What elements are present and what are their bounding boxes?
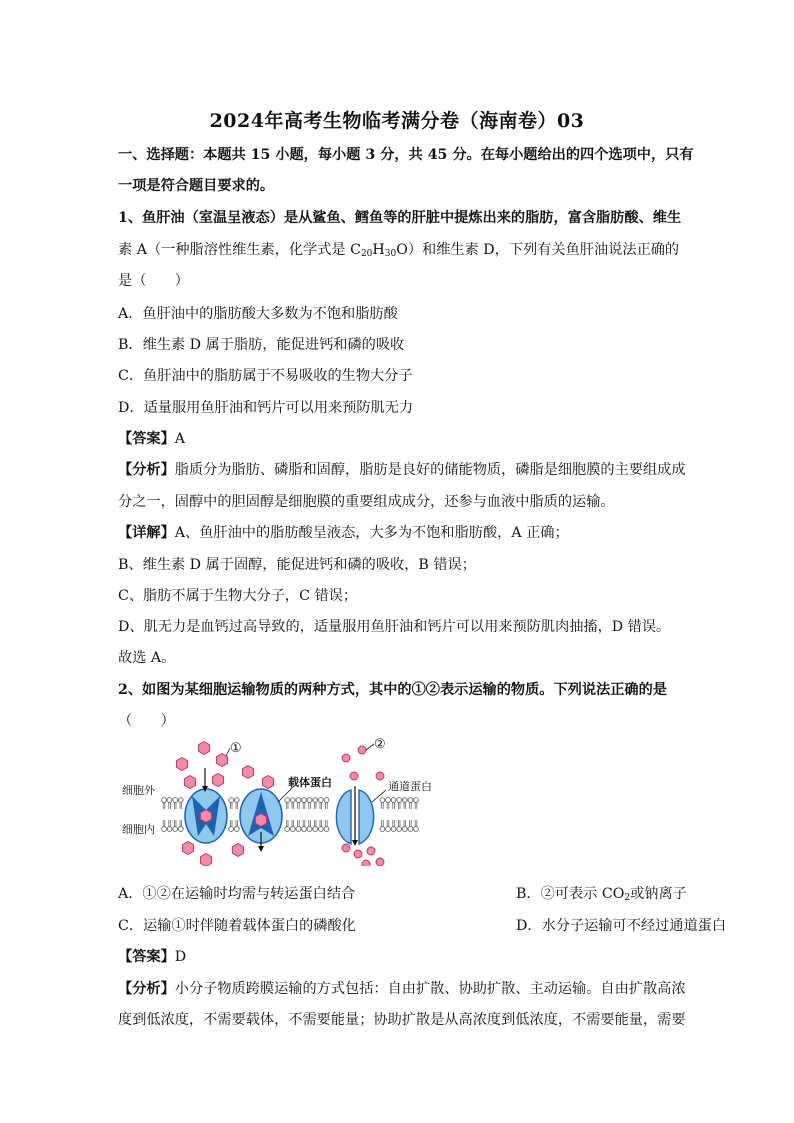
- q2-option-d: D．水分子运输可不经过通道蛋白: [516, 918, 727, 934]
- q1-analysis-line1: 【分析】脂质分为脂肪、磷脂和固醇，脂肪是良好的储能物质，磷脂是细胞膜的主要组成成: [118, 462, 686, 478]
- carrier-protein-label: 载体蛋白: [288, 777, 332, 789]
- lipid-head-inner: [178, 820, 183, 831]
- lipid-head-outer: [302, 798, 307, 809]
- lipid-head-outer: [178, 798, 183, 809]
- lipid-head-inner: [380, 820, 385, 831]
- lipid-head-inner: [173, 820, 178, 831]
- q1-option-a: A．鱼肝油中的脂肪酸大多数为不饱和脂肪酸: [118, 306, 398, 322]
- lipid-head-outer: [162, 798, 167, 809]
- lipid-head-inner: [397, 820, 402, 831]
- lipid-head-outer: [229, 798, 234, 809]
- q1-detail-line4: D、肌无力是血钙过高导致的，适量服用鱼肝油和钙片可以用来预防肌肉抽搐，D 错误。: [118, 619, 671, 635]
- lipid-head-inner: [229, 820, 234, 831]
- q1-option-d: D．适量服用鱼肝油和钙片可以用来预防肌无力: [118, 400, 414, 416]
- lipid-head-outer: [324, 798, 329, 809]
- outside-label: 细胞外: [122, 785, 155, 797]
- inside-label: 细胞内: [122, 824, 155, 836]
- carrier-protein-2: [240, 789, 282, 852]
- lipid-head-outer: [318, 798, 323, 809]
- q2-analysis-line2: 度到低浓度，不需要载体，不需要能量；协助扩散是从高浓度到低浓度，不需要能量，需要: [118, 1012, 686, 1028]
- q2-analysis-line1: 【分析】小分子物质跨膜运输的方式包括：自由扩散、协助扩散、主动运输。自由扩散高浓: [118, 981, 686, 997]
- lipid-head-inner: [302, 820, 307, 831]
- q1-analysis-line2: 分之一，固醇中的胆固醇是细胞膜的重要组成成分，还参与血液中脂质的运输。: [118, 494, 615, 510]
- lipid-head-inner: [162, 820, 167, 831]
- lipid-head-outer: [391, 798, 396, 809]
- section-heading-line1: 一、选择题：本题共 15 小题，每小题 3 分，共 45 分。在每小题给出的四个选项中，只有: [118, 147, 694, 163]
- q2-answer: 【答案】D: [118, 949, 187, 965]
- lipid-head-outer: [173, 798, 178, 809]
- lipid-head-outer: [386, 798, 391, 809]
- page-title: 2024年高考生物临考满分卷（海南卷）03: [209, 110, 585, 132]
- lipid-head-outer: [402, 798, 407, 809]
- q2-option-c: C．运输①时伴随着载体蛋白的磷酸化: [118, 918, 356, 934]
- channel-protein: [336, 786, 373, 846]
- section-heading-line2: 一项是符合题目要求的。: [118, 178, 275, 194]
- lipid-head-inner: [386, 820, 391, 831]
- q1-stem-line3: 是（ ）: [118, 273, 189, 289]
- q1-option-b: B．维生素 D 属于脂肪，能促进钙和磷的吸收: [118, 337, 405, 353]
- lipid-head-outer: [313, 798, 318, 809]
- lipid-head-inner: [167, 820, 172, 831]
- q2-stem-line2: （ ）: [118, 713, 175, 729]
- q1-answer: 【答案】A: [118, 431, 186, 447]
- lipid-head-inner: [290, 820, 295, 831]
- lipid-head-outer: [408, 798, 413, 809]
- lipid-head-outer: [397, 798, 402, 809]
- q1-conclusion: 故选 A。: [118, 650, 176, 666]
- q1-detail-line3: C、脂肪不属于生物大分子，C 错误；: [118, 588, 358, 604]
- q2-option-a: A．①②在运输时均需与转运蛋白结合: [118, 886, 356, 902]
- lipid-head-inner: [285, 820, 290, 831]
- q2-options-row1: [118, 884, 688, 904]
- q1-detail-line2: B、维生素 D 属于固醇，能促进钙和磷的吸收，B 错误；: [118, 557, 476, 573]
- lipid-head-outer: [307, 798, 312, 809]
- lipid-head-inner: [234, 820, 239, 831]
- channel-protein-label: 通道蛋白: [388, 781, 432, 793]
- lipid-head-inner: [408, 820, 413, 831]
- lipid-head-inner: [402, 820, 407, 831]
- q2-option-b: B．②可表示 $CO_2$或钠离子: [516, 886, 687, 903]
- mark-1: ①: [230, 741, 242, 756]
- lipid-head-inner: [307, 820, 312, 831]
- lipid-head-outer: [234, 798, 239, 809]
- lipid-head-inner: [318, 820, 323, 831]
- lipid-head-outer: [285, 798, 290, 809]
- lipid-head-inner: [296, 820, 301, 831]
- lipid-head-outer: [380, 798, 385, 809]
- membrane-transport-diagram: [118, 736, 448, 866]
- carrier-protein-1: [185, 789, 227, 843]
- q1-detail-line1: 【详解】A、鱼肝油中的脂肪酸呈液态，大多为不饱和脂肪酸，A 正确；: [118, 525, 569, 541]
- lipid-head-outer: [414, 798, 419, 809]
- q2-options-row2: [118, 916, 727, 936]
- mark-2: ②: [374, 737, 386, 752]
- lipid-head-inner: [324, 820, 329, 831]
- q1-stem-line1: 1、鱼肝油（室温呈液态）是从鲨鱼、鳕鱼等的肝脏中提炼出来的脂肪，富含脂肪酸、维生: [118, 210, 682, 226]
- lipid-head-outer: [290, 798, 295, 809]
- lipid-head-outer: [296, 798, 301, 809]
- q2-stem-line1: 2、如图为某细胞运输物质的两种方式，其中的①②表示运输的物质。下列说法正确的是: [118, 682, 667, 698]
- lipid-head-outer: [167, 798, 172, 809]
- lipid-head-inner: [414, 820, 419, 831]
- q1-stem-line2: 素 A（一种脂溶性维生素，化学式是 $C_{20}H_{30}O$）和维生素 D，下列有关鱼肝油说法正确的: [118, 242, 680, 259]
- lipid-head-inner: [391, 820, 396, 831]
- q1-option-c: C．鱼肝油中的脂肪属于不易吸收的生物大分子: [118, 368, 413, 384]
- lipid-head-inner: [313, 820, 318, 831]
